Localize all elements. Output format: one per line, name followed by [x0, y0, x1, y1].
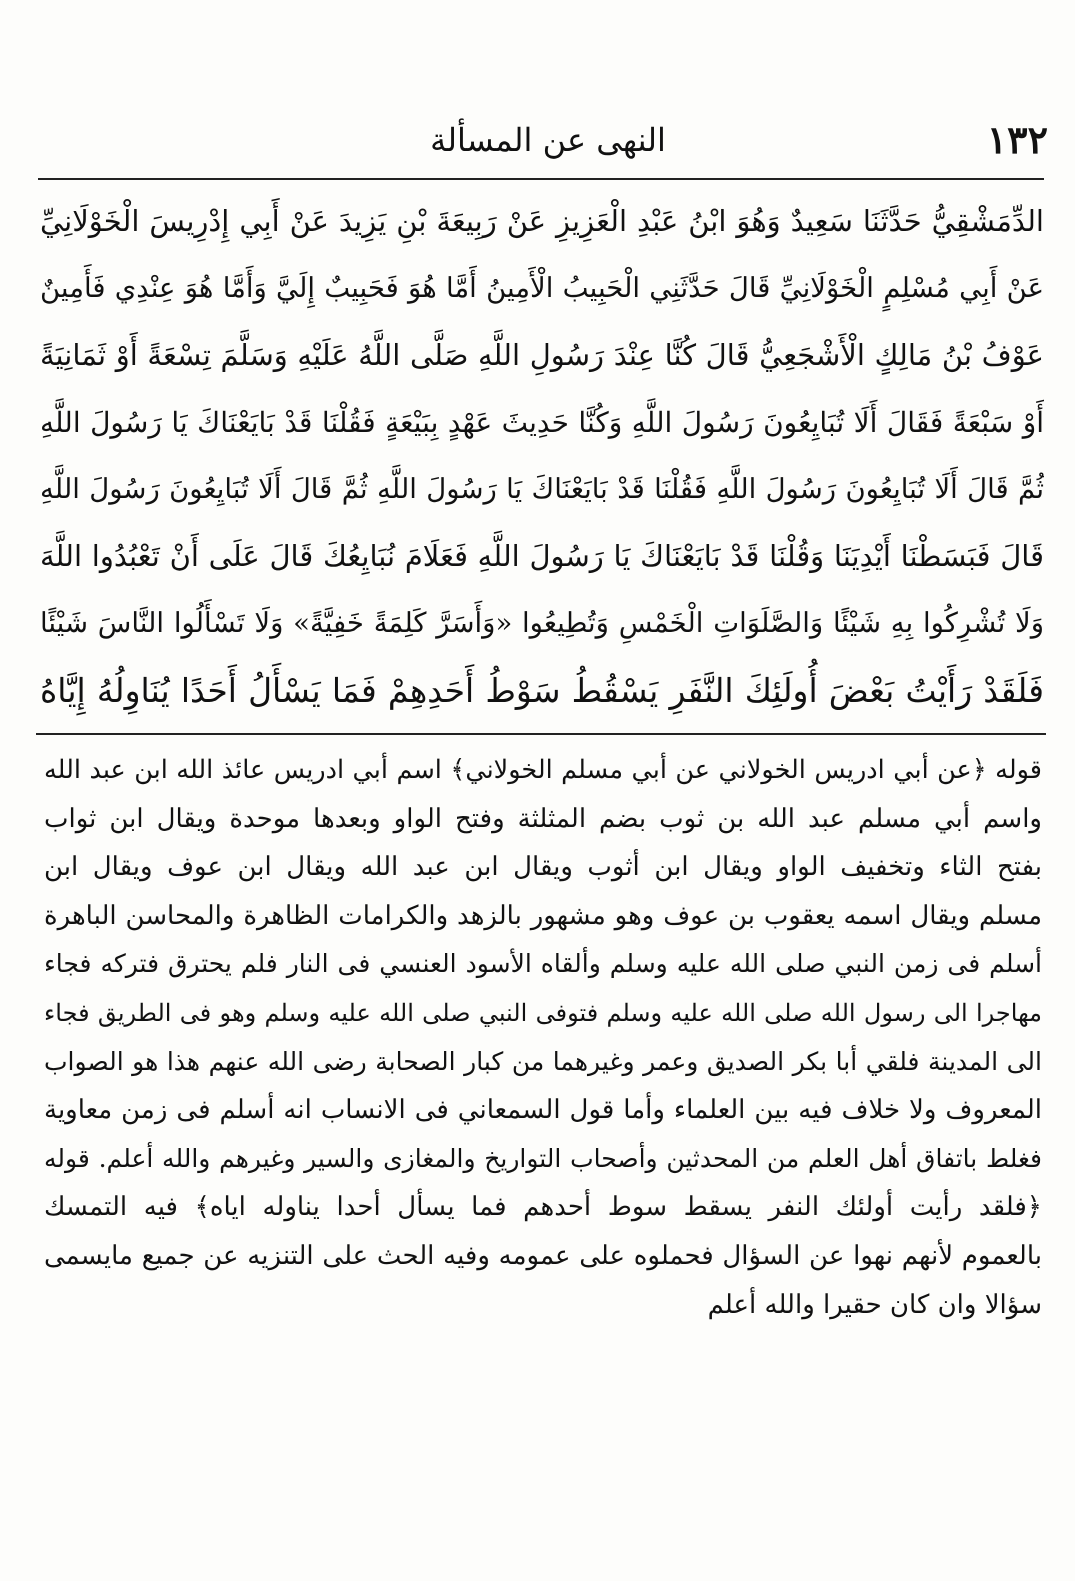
commentary-line: بالعموم لأنهم نهوا عن السؤال فحملوه على عمومه وفيه الحث على التنزيه عن جميع مايسمى [44, 1240, 1042, 1271]
commentary-line: سؤالا وان كان حقيرا والله أعلم [707, 1289, 1042, 1320]
hadith-line: الدِّمَشْقِيُّ حَدَّثَنَا سَعِيدٌ وَهُوَ ابْنُ عَبْدِ الْعَزِيزِ عَنْ رَبِيعَةَ بْنِ يَزِيدَ عَنْ أَبِي إِدْرِيسَ الْخَوْلَانِيِّ [40, 204, 1044, 238]
commentary-line: الى المدينة فلقي أبا بكر الصديق وعمر وغيرهما من كبار الصحابة رضى الله عنهم هذا هو الصواب [44, 1046, 1042, 1076]
commentary-text [44, 746, 1042, 1329]
commentary-line: قوله ﴿عن أبي ادريس الخولاني عن أبي مسلم الخولاني﴾ اسم أبي ادريس عائذ الله ابن عبد الله [44, 755, 1042, 785]
commentary-divider [36, 733, 1046, 735]
hadith-line: عَنْ أَبِي مُسْلِمٍ الْخَوْلَانِيِّ قَالَ حَدَّثَنِي الْحَبِيبُ الْأَمِينُ أَمَّا هُوَ فَحَبِيبٌ إِلَيَّ وَأَمَّا هُوَ عِنْدِي فَأَمِينٌ [40, 272, 1044, 304]
commentary-line: أسلم فى زمن النبي صلى الله عليه وسلم وألقاه الأسود العنسي فى النار فلم يحترق فتركه فجاء [44, 949, 1042, 979]
hadith-line: عَوْفُ بْنُ مَالِكٍ الْأَشْجَعِيُّ قَالَ كُنَّا عِنْدَ رَسُولِ اللَّهِ صَلَّى اللَّهُ عَلَيْهِ وَسَلَّمَ تِسْعَةً أَوْ ثَمَانِيَةً [40, 338, 1044, 372]
commentary-line: فغلط باتفاق أهل العلم من المحدثين وأصحاب التواريخ والمغازى والسير وغيرهم والله أعلم. قوله [44, 1143, 1042, 1173]
hadith-line: فَلَقَدْ رَأَيْتُ بَعْضَ أُولَئِكَ النَّفَرِ يَسْقُطُ سَوْطُ أَحَدِهِمْ فَمَا يَسْأَلُ أَحَدًا يُنَاوِلُهُ إِيَّاهُ [40, 671, 1044, 710]
hadith-line: ثُمَّ قَالَ أَلَا تُبَايِعُونَ رَسُولَ اللَّهِ فَقُلْنَا قَدْ بَايَعْنَاكَ يَا رَسُولَ اللَّهِ ثُمَّ قَالَ أَلَا تُبَايِعُونَ رَسُولَ اللَّهِ [40, 473, 1044, 505]
page-header [48, 112, 1048, 168]
hadith-text [40, 188, 1044, 724]
running-title: النهى عن المسألة [430, 121, 666, 159]
hadith-line: وَلَا تُشْرِكُوا بِهِ شَيْئًا وَالصَّلَوَاتِ الْخَمْسِ وَتُطِيعُوا «وَأَسَرَّ كَلِمَةً خَفِيَّةً» وَلَا تَسْأَلُوا النَّاسَ شَيْئًا [40, 607, 1044, 639]
commentary-line: بفتح الثاء وتخفيف الواو ويقال ابن أثوب ويقال ابن عبد الله ويقال ابن عوف ويقال ابن [44, 852, 1042, 883]
commentary-line: المعروف ولا خلاف فيه بين العلماء وأما قول السمعاني فى الانساب انه أسلم فى زمن معاوية [44, 1095, 1042, 1126]
header-rule [38, 178, 1044, 180]
hadith-line: قَالَ فَبَسَطْنَا أَيْدِيَنَا وَقُلْنَا قَدْ بَايَعْنَاكَ يَا رَسُولَ اللَّهِ فَعَلَامَ نُبَايِعُكَ قَالَ عَلَى أَنْ تَعْبُدُوا اللَّهَ [40, 539, 1044, 573]
hadith-line: أَوْ سَبْعَةً فَقَالَ أَلَا تُبَايِعُونَ رَسُولَ اللَّهِ وَكُنَّا حَدِيثَ عَهْدٍ بِبَيْعَةٍ فَقُلْنَا قَدْ بَايَعْنَاكَ يَا رَسُولَ اللَّهِ [40, 406, 1044, 439]
commentary-line: مسلم ويقال اسمه يعقوب بن عوف وهو مشهور بالزهد والكرامات الظاهرة والمحاسن الباهرة [44, 900, 1042, 931]
commentary-line: مهاجرا الى رسول الله صلى الله عليه وسلم فتوفى النبي صلى الله عليه وسلم وهو فى الطريق فجاء [44, 998, 1042, 1027]
commentary-line: ﴿فلقد رأيت أولئك النفر يسقط سوط أحدهم فما يسأل أحدا يناوله اياه﴾ فيه التمسك [44, 1192, 1042, 1223]
page-number: ١٣٢ [986, 117, 1048, 162]
commentary-line: واسم أبي مسلم عبد الله بن ثوب بضم المثلثة وفتح الواو وبعدها موحدة ويقال ابن ثواب [44, 803, 1042, 834]
